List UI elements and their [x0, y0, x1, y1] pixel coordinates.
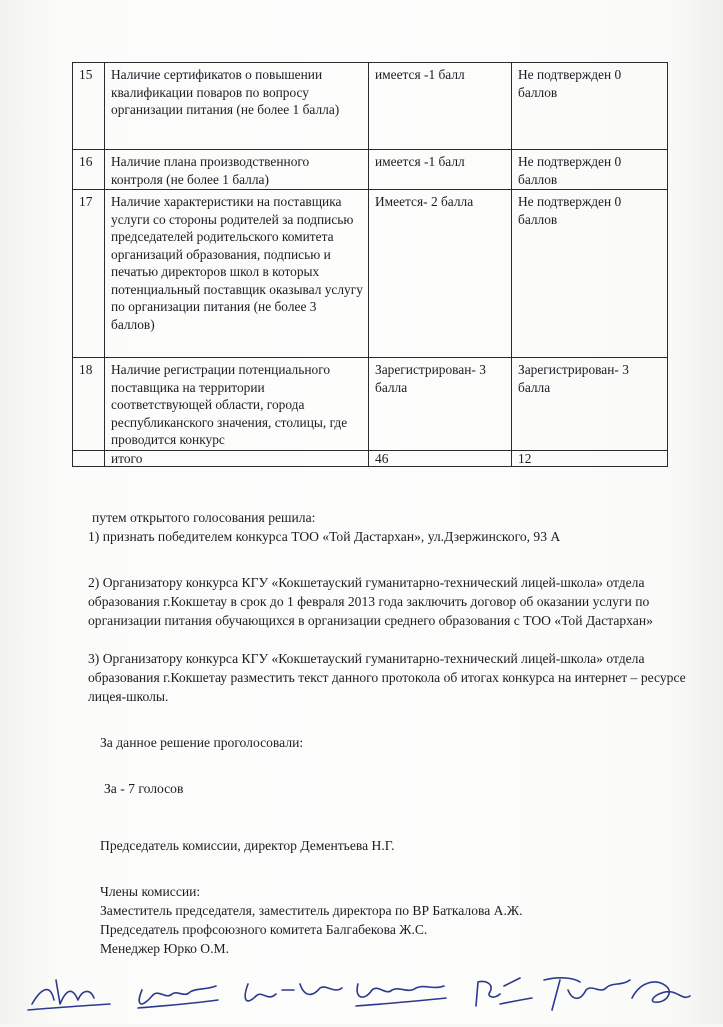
- vote-heading: За данное решение проголосовали:: [100, 735, 304, 750]
- signature-2: [138, 986, 218, 1008]
- table-row: [73, 150, 668, 190]
- total-label: итого: [105, 450, 369, 466]
- signature-1: [28, 980, 110, 1010]
- member-line: Председатель профсоюзного комитета Балгабекова Ж.С.: [100, 922, 428, 937]
- score-col-a: имеется -1 балл: [369, 150, 512, 190]
- signatures-row: [20, 960, 700, 1022]
- total-col-a: 46: [369, 450, 512, 466]
- signature-6: [544, 978, 630, 1010]
- table-total-row: [73, 450, 668, 466]
- row-number: 16: [73, 150, 105, 190]
- row-number: 18: [73, 358, 105, 451]
- signature-3: [245, 984, 342, 1001]
- handwritten-signatures: [20, 960, 700, 1022]
- table-row: [73, 190, 668, 358]
- score-col-b: Не подтвержден 0 баллов: [512, 190, 668, 358]
- decision-item-2: 2) Организатору конкурса КГУ «Кокшетауский гуманитарно-технический лицей-школа» отдела образования г.Кокшетау в срок до 1 февраля 2013 года заключить договор об оказании услуги по организации питания обучающихся в организации среднего образования с ТОО «Той Дастархан»: [88, 575, 653, 628]
- decision-item-3: 3) Организатору конкурса КГУ «Кокшетауский гуманитарно-технический лицей-школа» отдела образования г.Кокшетау разместить текст данного протокола об итогах конкурса на интернет – ресурсе лицея-школы.: [88, 651, 686, 704]
- signature-7: [632, 982, 690, 1002]
- protocol-body: [88, 508, 688, 958]
- decision-intro: путем открытого голосования решила:: [92, 510, 316, 525]
- table-row: [73, 358, 668, 451]
- score-col-a: имеется -1 балл: [369, 63, 512, 150]
- criterion-text: Наличие сертификатов о повышении квалификации поваров по вопросу организации питания (не более 1 балла): [105, 63, 369, 150]
- total-col-b: 12: [512, 450, 668, 466]
- score-col-b: Не подтвержден 0 баллов: [512, 63, 668, 150]
- chairman-line: Председатель комиссии, директор Дементьева Н.Г.: [100, 838, 395, 853]
- score-col-a: Имеется- 2 балла: [369, 190, 512, 358]
- score-col-b: Зарегистрирован- 3 балла: [512, 358, 668, 451]
- members-heading: Члены комиссии:: [100, 884, 201, 899]
- vote-result: За - 7 голосов: [104, 781, 184, 796]
- criterion-text: Наличие плана производственного контроля (не более 1 балла): [105, 150, 369, 190]
- scoring-table: [72, 62, 668, 467]
- score-col-b: Не подтвержден 0 баллов: [512, 150, 668, 190]
- row-number: 15: [73, 63, 105, 150]
- decision-item-1: 1) признать победителем конкурса ТОО «Той Дастархан», ул.Дзержинского, 93 А: [88, 529, 561, 544]
- member-line: Заместитель председателя, заместитель директора по ВР Баткалова А.Ж.: [100, 903, 523, 918]
- table-row: [73, 63, 668, 150]
- row-number: 17: [73, 190, 105, 358]
- criterion-text: Наличие регистрации потенциального поставщика на территории соответствующей области, города республиканского значения, столицы, где проводится конкурс: [105, 358, 369, 451]
- criterion-text: Наличие характеристики на поставщика услуги со стороны родителей за подписью председателей родительского комитета организаций образования, подписью и печатью директоров школ в которых потенциальный поставщик оказывал услугу по организации питания (не более 3 баллов): [105, 190, 369, 358]
- signature-4: [356, 984, 446, 1006]
- score-col-a: Зарегистрирован- 3 балла: [369, 358, 512, 451]
- total-number-cell: [73, 450, 105, 466]
- member-line: Менеджер Юрко О.М.: [100, 941, 230, 956]
- signature-5: [476, 978, 532, 1006]
